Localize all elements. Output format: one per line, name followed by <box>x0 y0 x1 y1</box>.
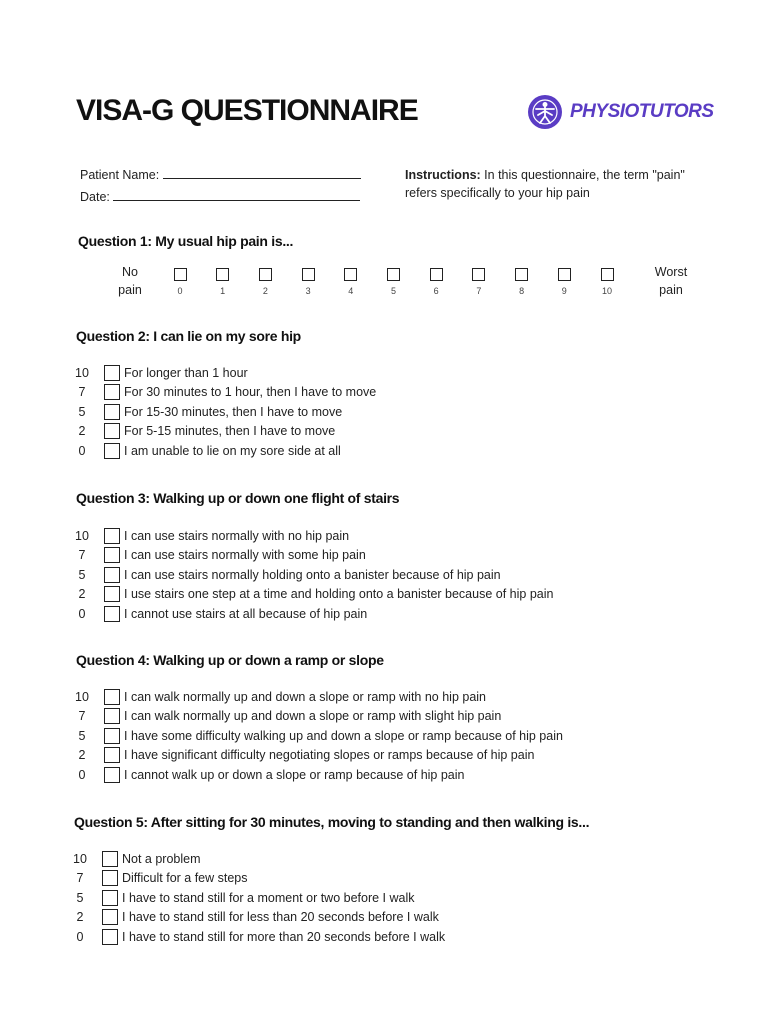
answer-option[interactable] <box>0 746 700 765</box>
scale-number: 3 <box>305 286 311 296</box>
question-1-title: Question 1: My usual hip pain is... <box>78 233 294 249</box>
answer-option[interactable] <box>0 585 700 604</box>
date-line[interactable] <box>113 188 360 201</box>
answer-option[interactable] <box>0 928 700 947</box>
answer-option[interactable] <box>0 707 700 726</box>
scale-option-8[interactable] <box>512 268 532 296</box>
option-score: 7 <box>76 871 84 886</box>
scale-option-2[interactable] <box>255 268 275 296</box>
option-checkbox[interactable] <box>104 443 120 459</box>
scale-checkbox[interactable] <box>174 268 187 281</box>
answer-option[interactable] <box>0 869 700 888</box>
option-score: 2 <box>78 587 86 602</box>
answer-option[interactable] <box>0 727 700 746</box>
scale-option-9[interactable] <box>554 268 574 296</box>
answer-option[interactable] <box>0 605 700 624</box>
option-label: I cannot walk up or down a slope or ramp because of hip pain <box>124 767 465 782</box>
scale-checkbox[interactable] <box>601 268 614 281</box>
option-label: I have to stand still for more than 20 seconds before I walk <box>122 929 446 944</box>
scale-checkbox[interactable] <box>472 268 485 281</box>
answer-option[interactable] <box>0 566 700 585</box>
scale-checkbox[interactable] <box>302 268 315 281</box>
option-checkbox[interactable] <box>102 890 118 906</box>
option-label: I can walk normally up and down a slope or ramp with no hip pain <box>124 690 487 704</box>
scale-option-5[interactable] <box>384 268 404 296</box>
option-checkbox[interactable] <box>104 404 120 420</box>
question-3-title: Question 3: Walking up or down one flight of stairs <box>76 490 400 506</box>
option-checkbox[interactable] <box>104 384 120 400</box>
question-2-title: Question 2: I can lie on my sore hip <box>76 328 301 344</box>
option-score: 2 <box>78 748 86 763</box>
patient-name-label: Patient Name: <box>80 168 160 182</box>
scale-option-0[interactable] <box>170 268 190 296</box>
option-checkbox[interactable] <box>104 528 120 544</box>
option-score: 10 <box>75 366 89 380</box>
option-label: I can use stairs normally holding onto a banister because of hip pain <box>124 567 501 582</box>
answer-option[interactable] <box>0 422 700 441</box>
option-label: I have to stand still for less than 20 seconds before I walk <box>122 910 439 925</box>
option-checkbox[interactable] <box>104 606 120 622</box>
option-score: 2 <box>78 424 86 439</box>
scale-checkbox[interactable] <box>430 268 443 281</box>
option-score: 7 <box>78 548 86 563</box>
answer-option[interactable] <box>0 908 700 927</box>
scale-number: 6 <box>433 286 439 296</box>
scale-checkbox[interactable] <box>558 268 571 281</box>
option-label: I use stairs one step at a time and holding onto a banister because of hip pain <box>124 587 554 602</box>
answer-option[interactable] <box>0 850 700 869</box>
option-score: 2 <box>76 910 84 925</box>
scale-number: 10 <box>601 286 612 296</box>
scale-number: 0 <box>177 286 183 296</box>
date-label: Date: <box>80 190 110 204</box>
answer-option[interactable] <box>0 442 700 461</box>
option-label: I can use stairs normally with some hip pain <box>124 548 366 563</box>
scale-option-4[interactable] <box>341 268 361 296</box>
option-checkbox[interactable] <box>102 929 118 945</box>
scale-number: 5 <box>390 286 396 296</box>
scale-min-label <box>110 263 150 299</box>
option-score: 0 <box>78 443 86 458</box>
option-checkbox[interactable] <box>104 365 120 381</box>
scale-min-label-line2: pain <box>118 283 142 297</box>
option-score: 7 <box>78 385 86 400</box>
scale-checkbox[interactable] <box>387 268 400 281</box>
option-checkbox[interactable] <box>104 567 120 583</box>
scale-number: 9 <box>561 286 567 296</box>
option-checkbox[interactable] <box>104 708 120 724</box>
option-label: I can use stairs normally with no hip pain <box>124 529 350 543</box>
instructions-heading: Instructions: <box>405 168 481 182</box>
scale-option-7[interactable] <box>469 268 489 296</box>
scale-max-label-line2: pain <box>659 283 683 297</box>
scale-max-label <box>651 263 691 299</box>
date-field[interactable] <box>80 188 360 204</box>
scale-option-1[interactable] <box>213 268 233 296</box>
scale-option-10[interactable] <box>597 268 617 296</box>
option-checkbox[interactable] <box>102 851 118 867</box>
answer-option[interactable] <box>0 889 700 908</box>
option-score: 5 <box>78 728 86 743</box>
answer-option[interactable] <box>0 546 700 565</box>
scale-option-3[interactable] <box>298 268 318 296</box>
option-label: For 5-15 minutes, then I have to move <box>124 424 336 439</box>
scale-checkbox[interactable] <box>259 268 272 281</box>
scale-checkbox[interactable] <box>216 268 229 281</box>
scale-max-label-line1: Worst <box>654 265 688 279</box>
scale-checkbox[interactable] <box>344 268 357 281</box>
answer-option[interactable] <box>0 688 700 707</box>
page-title: VISA-G QUESTIONNAIRE <box>76 94 418 127</box>
answer-option[interactable] <box>0 527 700 546</box>
option-score: 0 <box>76 929 84 944</box>
option-checkbox[interactable] <box>104 767 120 783</box>
option-label: I am unable to lie on my sore side at all <box>124 443 341 458</box>
option-checkbox[interactable] <box>104 747 120 763</box>
option-checkbox[interactable] <box>104 423 120 439</box>
option-score: 5 <box>78 404 86 419</box>
scale-number: 7 <box>476 286 482 296</box>
option-label: I have significant difficulty negotiating slopes or ramps because of hip pain <box>124 748 535 763</box>
option-score: 0 <box>78 606 86 621</box>
option-label: I have to stand still for a moment or two before I walk <box>122 890 415 905</box>
option-label: I have some difficulty walking up and down a slope or ramp because of hip pain <box>124 728 563 743</box>
option-score: 10 <box>73 852 87 866</box>
option-label: For longer than 1 hour <box>124 366 248 380</box>
option-score: 10 <box>75 690 89 704</box>
option-checkbox[interactable] <box>102 870 118 886</box>
option-label: I can walk normally up and down a slope or ramp with slight hip pain <box>124 709 502 724</box>
scale-number: 2 <box>262 286 268 296</box>
option-checkbox[interactable] <box>104 728 120 744</box>
scale-number: 1 <box>220 286 226 296</box>
answer-option[interactable] <box>0 403 700 422</box>
scale-min-label-line1: No <box>122 265 138 279</box>
option-label: For 30 minutes to 1 hour, then I have to move <box>124 385 377 400</box>
option-label: Difficult for a few steps <box>122 871 248 886</box>
option-score: 7 <box>78 709 86 724</box>
scale-number: 8 <box>519 286 525 296</box>
option-score: 0 <box>78 767 86 782</box>
answer-option[interactable] <box>0 383 700 402</box>
option-checkbox[interactable] <box>102 909 118 925</box>
option-label: For 15-30 minutes, then I have to move <box>124 404 343 419</box>
option-checkbox[interactable] <box>104 586 120 602</box>
patient-name-field[interactable] <box>80 166 361 182</box>
question-5-title: Question 5: After sitting for 30 minutes, moving to standing and then walking is... <box>74 814 590 830</box>
option-score: 5 <box>78 567 86 582</box>
option-checkbox[interactable] <box>104 547 120 563</box>
option-label: I cannot use stairs at all because of hip pain <box>124 606 368 621</box>
patient-name-line[interactable] <box>163 166 361 179</box>
scale-option-6[interactable] <box>426 268 446 296</box>
question-4-title: Question 4: Walking up or down a ramp or slope <box>76 652 384 668</box>
instructions <box>405 166 685 202</box>
option-checkbox[interactable] <box>104 689 120 705</box>
option-score: 5 <box>76 890 84 905</box>
answer-option[interactable] <box>0 766 700 785</box>
instructions-text: In this questionnaire, the term "pain" refers specifically to your hip pain <box>405 168 685 200</box>
vitruvian-man-icon <box>528 95 562 129</box>
brand-logo <box>528 95 714 129</box>
answer-option[interactable] <box>0 364 700 383</box>
option-label: Not a problem <box>122 852 201 866</box>
brand-name: PHYSIOTUTORS <box>570 101 714 122</box>
scale-number: 4 <box>348 286 354 296</box>
scale-checkbox[interactable] <box>515 268 528 281</box>
option-score: 10 <box>75 529 89 543</box>
